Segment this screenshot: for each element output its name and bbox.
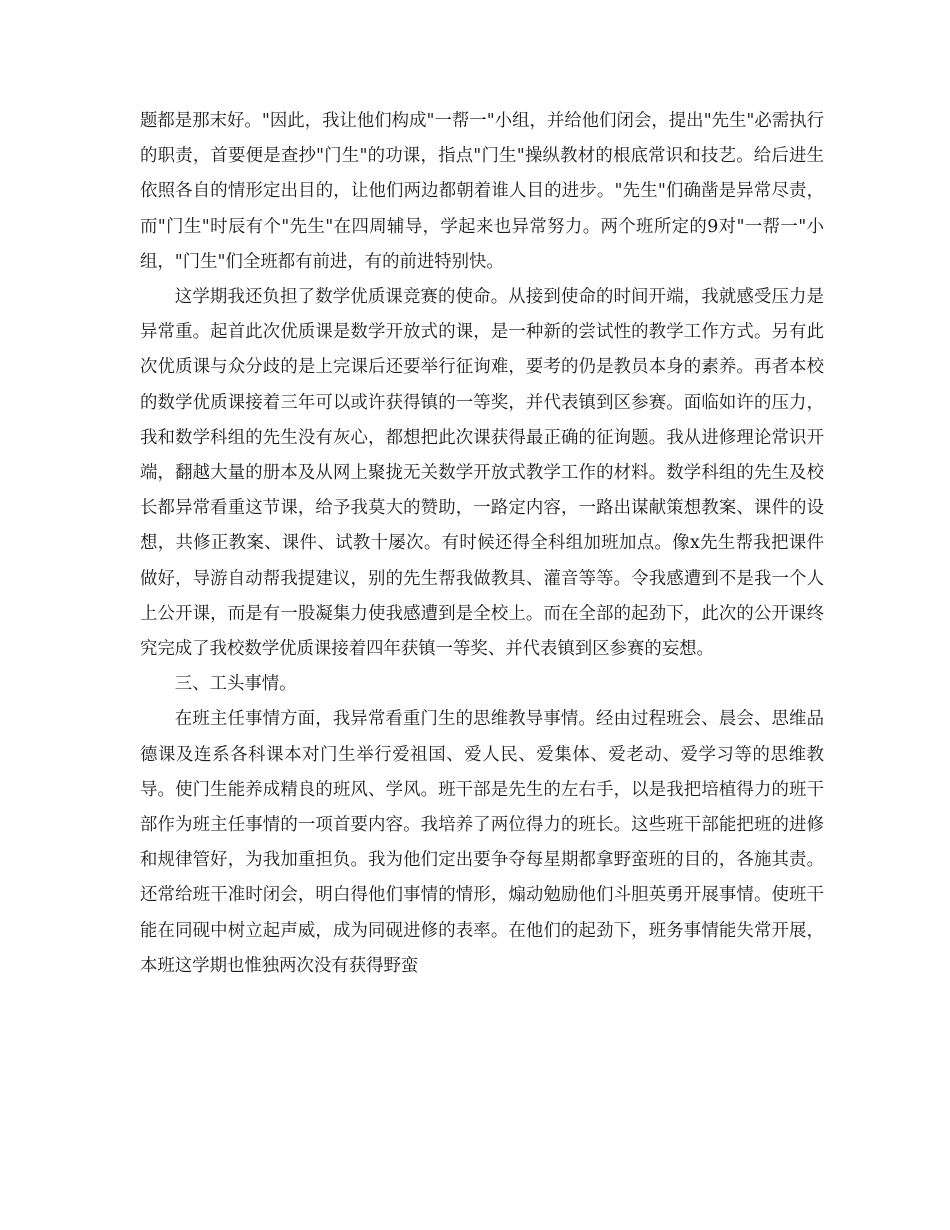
document-body [140,104,824,984]
paragraph-class-management: 在班主任事情方面，我异常看重门生的思维教导事情。经由过程班会、晨会、思维品德课及连系各科课本对门生举行爱祖国、爱人民、爱集体、爱老动、爱学习等的思维教导。使门生能养成精良的班风、学风。班干部是先生的左右手，以是我把培植得力的班干部作为班主任事情的一项首要内容。我培养了两位得力的班长。这些班干部能把班的进修和规律管好，为我加重担负。我为他们定出要争夺每星期都拿野蛮班的目的，各施其责。还常给班干准时闭会，明白得他们事情的情形，煽动勉励他们斗胆英勇开展事情。使班干能在同砚中树立起声威，成为同砚进修的表率。在他们的起劲下，班务事情能失常开展，本班这学期也惟独两次没有获得野蛮 [140,709,824,976]
section-heading-head-teacher: 三、工头事情。 [174,674,297,695]
paragraph-continuation: 题都是那末好。"因此，我让他们构成"一帮一"小组，并给他们闭会，提出"先生"必需执行的职责，首要便是查抄"门生"的功课，指点"门生"操纵教材的根底常识和技艺。给后进生依照各自的情形定出目的，让他们两边都朝着谁人目的进步。"先生"们确凿是异常尽责，而"门生"时辰有个"先生"在四周辅导，学起来也异常努力。两个班所定的9对"一帮一"小组，"门生"们全班都有前进，有的前进特别快。 [140,111,824,272]
paragraph-math-competition: 这学期我还负担了数学优质课竞赛的使命。从接到使命的时间开端，我就感受压力是异常重。起首此次优质课是数学开放式的课，是一种新的尝试性的教学工作方式。另有此次优质课与众分歧的是上完课后还要举行征询难，要考的仍是教员本身的素养。再者本校的数学优质课接着三年可以或许获得镇的一等奖，并代表镇到区参赛。面临如许的压力，我和数学科组的先生没有灰心，都想把此次课获得最正确的征询题。我从进修理论常识开端，翻越大量的册本及从网上聚拢无关数学开放式教学工作的材料。数学科组的先生及校长都异常看重这节课，给予我莫大的赞助，一路定内容，一路出谋献策想教案、课件的设想，共修正教案、课件、试教十屡次。有时候还得全科组加班加点。像x先生帮我把课件做好，导游自动帮我提建议，别的先生帮我做教具、灌音等等。令我感遭到不是我一个人上公开课，而是有一股凝集力使我感遭到是全校上。而在全部的起劲下，此次的公开课终究完成了我校数学优质课接着四年获镇一等奖、并代表镇到区参赛的妄想。 [140,287,824,660]
